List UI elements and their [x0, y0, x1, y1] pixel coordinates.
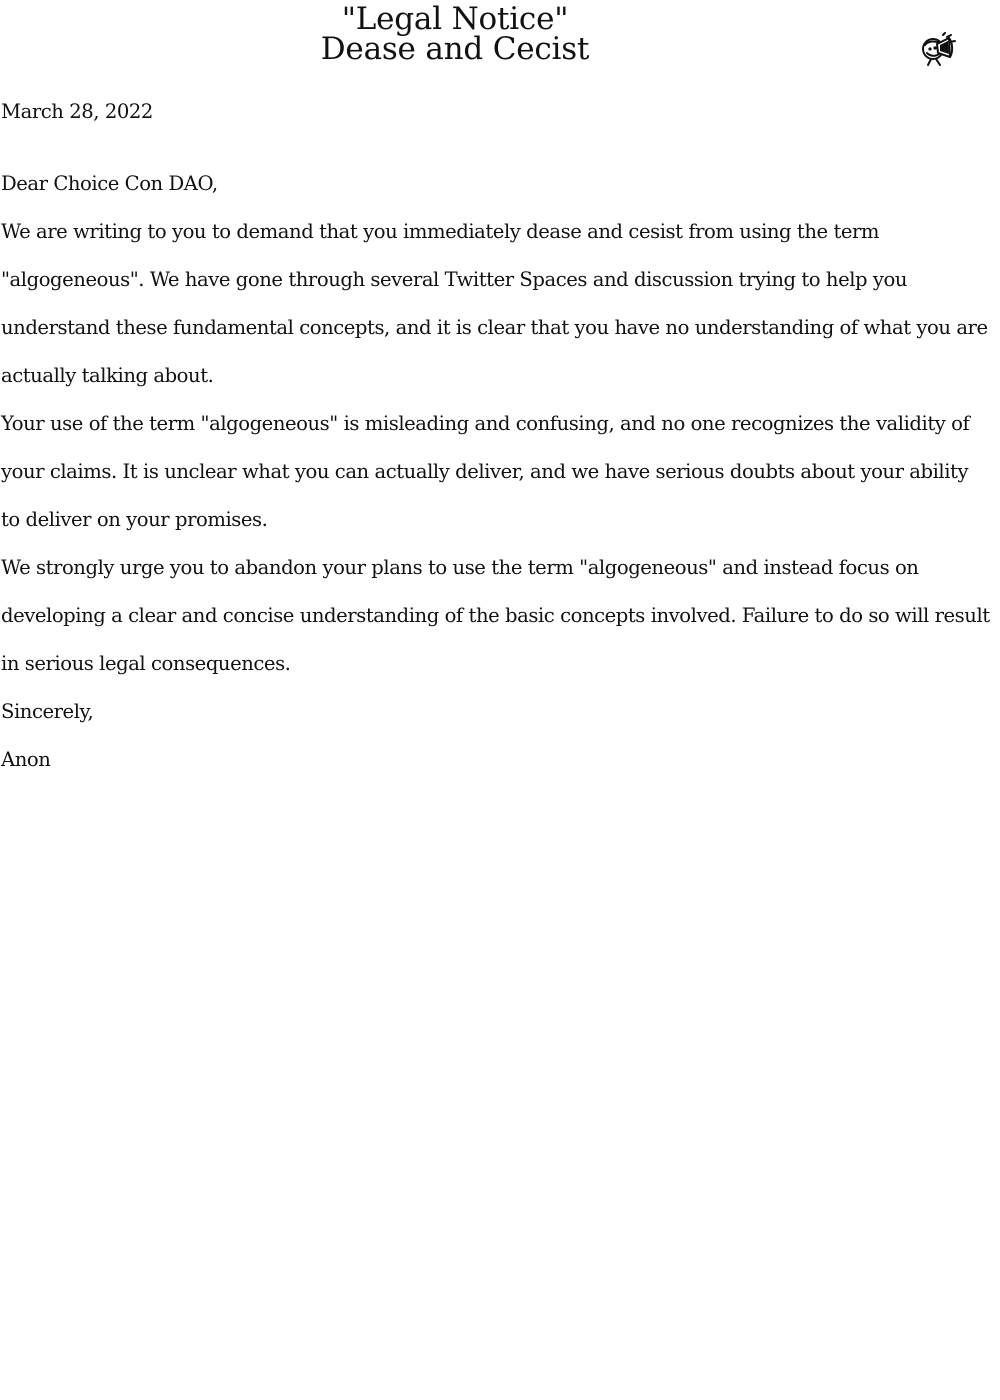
signature: Anon: [1, 748, 51, 771]
paragraph-misleading-term: Your use of the term "algogeneous" is misleading and confusing, and no one recognizes the validity of your claims. It is unclear what you can actually deliver, and we have serious doubts about your ability to deliver on your promises.: [1, 412, 970, 531]
title-line-legal-notice: "Legal Notice": [341, 1, 569, 37]
paragraph-demand: We are writing to you to demand that you immediately dease and cesist from using the term "algogeneous". We have gone through several Twitter Spaces and discussion trying to help you understand these fundamental concepts, and it is clear that you have no understanding of what you are actually talking about.: [1, 220, 988, 387]
closing: Sincerely,: [1, 700, 94, 723]
paragraph-consequences: We strongly urge you to abandon your plans to use the term "algogeneous" and instead focus on developing a clear and concise understanding of the basic concepts involved. Failure to do so will result in serious legal consequences.: [1, 556, 990, 675]
document-title: [0, 0, 910, 67]
letter-date: March 28, 2022: [1, 100, 153, 123]
title-line-dease-and-cecist: Dease and Cecist: [320, 31, 590, 67]
megaphone-figure-icon: [919, 32, 957, 68]
letter-body: [1, 88, 991, 784]
letter-header: [0, 0, 1000, 80]
salutation: Dear Choice Con DAO,: [1, 172, 218, 195]
